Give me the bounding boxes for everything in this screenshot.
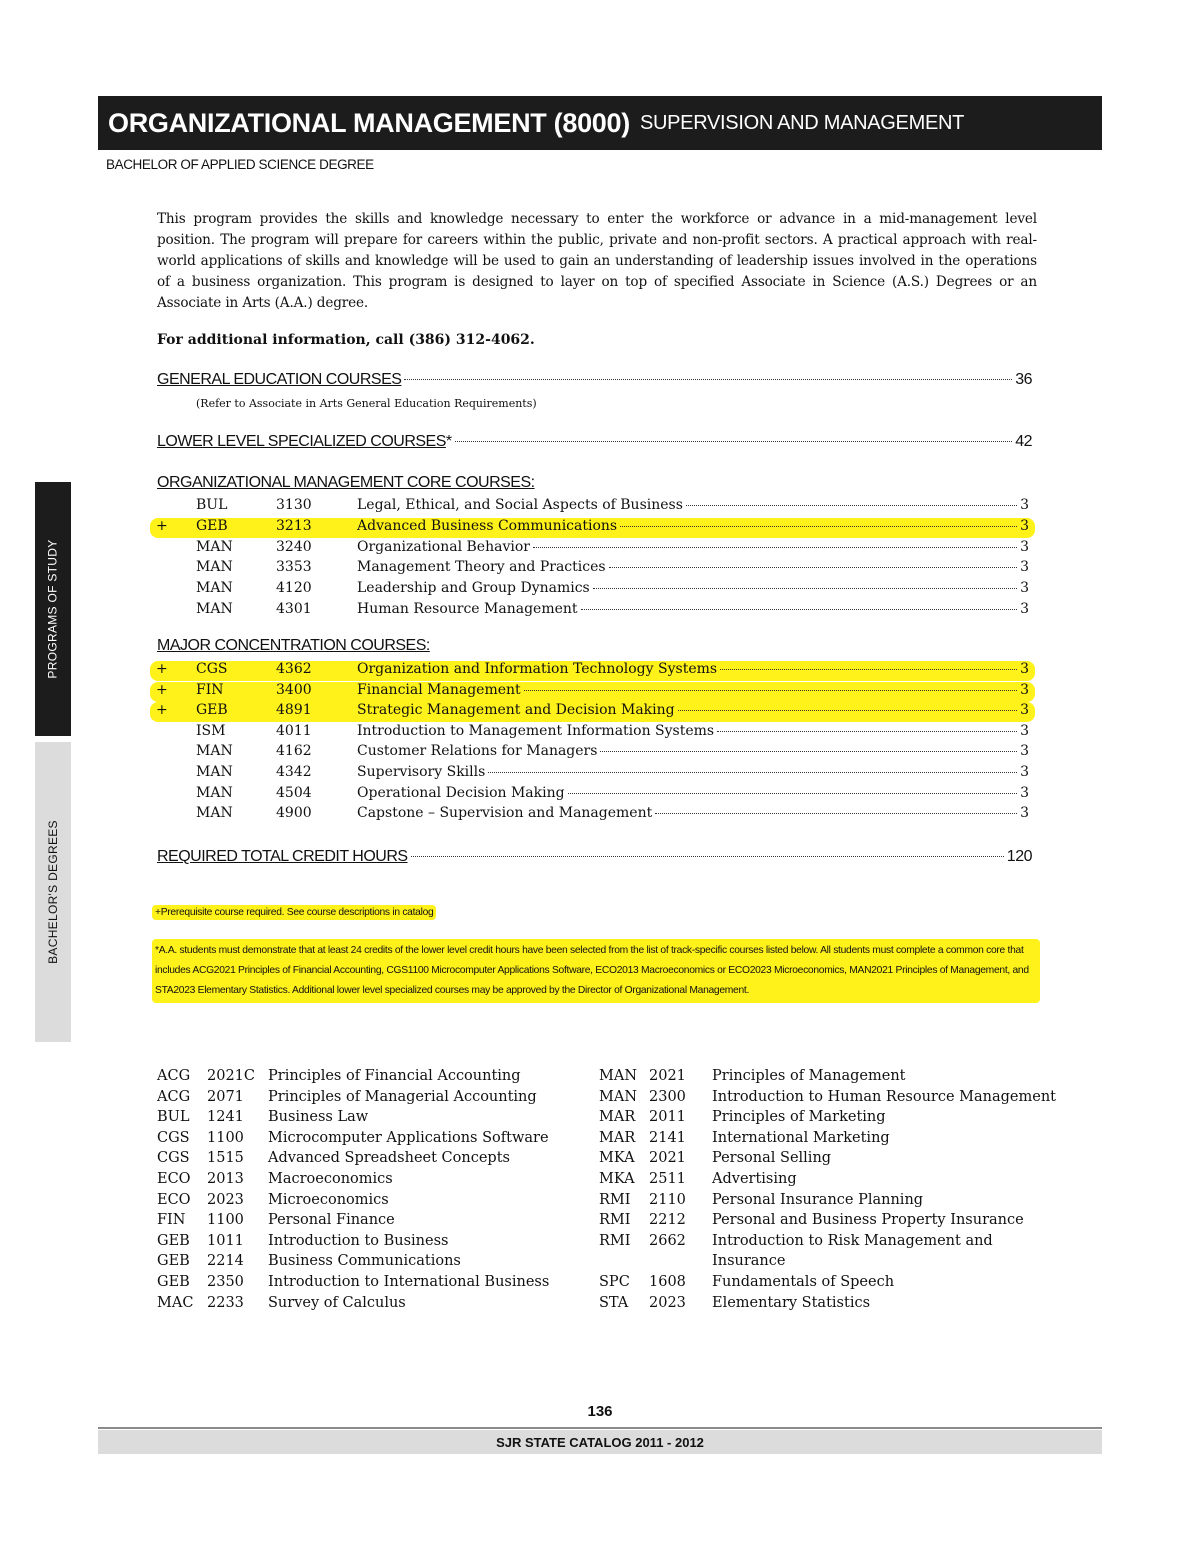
prerequisite-marker: +: [156, 517, 168, 534]
course-title: Advertising: [712, 1170, 797, 1187]
aa-requirement-note: *A.A. students must demonstrate that at least 24 credits of the lower level credit hours have been selected from the list of track-specific courses listed below. All students must complete a common core that includes ACG2021 Principles of Financial Accounting, CGS1100 Microcomputer Applications Software, ECO2013 Macroeconomics or ECO2023 Microeconomics, MAN2021 Principles of Management, and STA2023 Elementary Statistics. Additional lower level specialized courses may be approved by the Director of Organizational Management.: [152, 939, 1040, 1003]
lower-level-credits: 42: [1015, 433, 1032, 450]
course-credits: 3: [1020, 702, 1029, 719]
major-courses-heading-row: [157, 637, 1032, 655]
course-prefix: ACG: [157, 1068, 191, 1084]
course-prefix: ACG: [157, 1088, 191, 1105]
course-prefix: ISM: [196, 722, 226, 739]
course-number: 1241: [207, 1109, 244, 1126]
page-header-band: [98, 96, 1102, 150]
side-tab-bachelors-degrees[interactable]: [35, 742, 71, 1042]
dot-leader: [581, 609, 1018, 610]
dot-leader: [609, 567, 1018, 568]
course-number: 2021: [649, 1150, 686, 1167]
list-item: [157, 1210, 549, 1231]
course-row: [150, 518, 1035, 538]
list-item: [157, 1128, 549, 1149]
course-title: Personal Selling: [712, 1150, 832, 1167]
course-title: Survey of Calculus: [268, 1294, 406, 1311]
dot-leader: [524, 690, 1017, 691]
prerequisite-marker: +: [156, 681, 168, 698]
course-number: 2233: [207, 1294, 244, 1311]
course-prefix: GEB: [157, 1253, 190, 1270]
course-prefix: GEB: [196, 702, 228, 719]
course-row: [150, 723, 1035, 743]
course-title: Principles of Management: [712, 1068, 906, 1084]
course-row: [150, 559, 1035, 579]
dot-leader: [593, 588, 1017, 589]
course-number: 4504: [276, 784, 312, 801]
course-number: [649, 1251, 712, 1272]
course-row: [150, 805, 1035, 825]
list-item: [157, 1231, 549, 1252]
general-education-label: GENERAL EDUCATION COURSES: [157, 371, 402, 388]
course-prefix: MAR: [599, 1129, 636, 1146]
list-item: [157, 1066, 549, 1087]
course-number: 2350: [207, 1273, 244, 1290]
course-title: Introduction to International Business: [268, 1273, 550, 1290]
core-courses-heading-row: [157, 474, 1032, 492]
course-prefix: CGS: [157, 1150, 190, 1167]
course-title: Management Theory and Practices: [357, 559, 606, 576]
list-item: [157, 1169, 549, 1190]
course-prefix: BUL: [196, 497, 228, 513]
course-title: Strategic Management and Decision Making: [357, 702, 675, 719]
course-number: 1515: [207, 1150, 244, 1167]
course-row: [150, 539, 1035, 559]
course-prefix: MKA: [599, 1170, 635, 1187]
dot-leader: [686, 505, 1017, 506]
prerequisite-note: +Prerequisite course required. See course descriptions in catalog: [152, 905, 436, 920]
course-title: Organization and Information Technology Systems: [357, 661, 718, 677]
course-number: 4362: [276, 661, 312, 677]
list-item: [157, 1190, 549, 1211]
side-tab-bachelors-label: BACHELOR'S DEGREES: [46, 820, 61, 964]
course-number: 2071: [207, 1088, 244, 1105]
course-title: Principles of Marketing: [712, 1109, 886, 1126]
course-number: 1100: [207, 1212, 244, 1229]
dot-leader: [488, 772, 1017, 773]
course-title: Financial Management: [357, 681, 521, 698]
course-title: Introduction to Management Information Systems: [357, 722, 715, 739]
course-title: Introduction to Human Resource Management: [712, 1088, 1057, 1105]
course-credits: 3: [1020, 764, 1029, 780]
course-number: 4162: [276, 743, 312, 760]
course-number: 2023: [207, 1191, 244, 1208]
page-number: 136: [587, 1403, 613, 1420]
course-prefix: RMI: [599, 1191, 631, 1208]
list-item: [599, 1107, 1056, 1128]
course-prefix: SPC: [599, 1273, 630, 1290]
course-row: [150, 661, 1035, 681]
course-title: Business Law: [268, 1109, 369, 1126]
course-prefix: MAN: [196, 580, 233, 597]
course-title: Microcomputer Applications Software: [268, 1129, 549, 1146]
list-item: [599, 1066, 1056, 1087]
course-title: Advanced Spreadsheet Concepts: [268, 1150, 510, 1167]
program-title: ORGANIZATIONAL MANAGEMENT (8000): [108, 107, 630, 138]
course-number: 4301: [276, 601, 312, 617]
course-prefix: ECO: [157, 1170, 191, 1187]
course-title: Principles of Managerial Accounting: [268, 1088, 537, 1105]
dot-leader: [678, 710, 1017, 711]
course-credits: 3: [1020, 559, 1029, 576]
general-education-note: (Refer to Associate in Arts General Education Requirements): [196, 397, 537, 410]
course-row: [150, 497, 1035, 517]
course-number: 2011: [649, 1109, 686, 1126]
course-prefix: MAN: [196, 805, 233, 822]
course-title: International Marketing: [712, 1129, 890, 1146]
course-prefix: [599, 1251, 649, 1272]
course-prefix: MAN: [196, 559, 233, 576]
course-number: 2300: [649, 1088, 686, 1105]
contact-info: For additional information, call (386) 312-4062.: [157, 332, 535, 348]
course-prefix: BUL: [157, 1109, 190, 1126]
course-number: 4011: [276, 722, 312, 739]
footer-divider: [98, 1427, 1102, 1429]
course-title: Insurance: [712, 1253, 786, 1270]
course-prefix: GEB: [157, 1273, 190, 1290]
course-number: 2021: [649, 1068, 686, 1084]
dot-leader: [620, 526, 1017, 527]
dot-leader: [720, 669, 1017, 670]
course-number: 3353: [276, 559, 312, 576]
course-credits: 3: [1020, 661, 1029, 677]
course-number: 1608: [649, 1273, 686, 1290]
course-number: 2214: [207, 1253, 244, 1270]
course-prefix: MAN: [196, 743, 233, 760]
dot-leader: [655, 813, 1017, 814]
course-number: 2212: [649, 1212, 686, 1229]
dot-leader: [717, 731, 1017, 732]
course-row: [150, 743, 1035, 763]
list-item: [157, 1107, 549, 1128]
course-title: Capstone – Supervision and Management: [357, 805, 653, 822]
course-number: 3213: [276, 517, 312, 534]
course-prefix: MAN: [599, 1068, 638, 1084]
course-title: Elementary Statistics: [712, 1294, 871, 1311]
course-credits: 3: [1020, 517, 1029, 534]
course-title: Advanced Business Communications: [357, 517, 618, 534]
list-item: [157, 1272, 549, 1293]
course-title: Personal Finance: [268, 1212, 395, 1229]
course-prefix: MAN: [599, 1088, 638, 1105]
course-title: Introduction to Risk Management and: [712, 1232, 993, 1249]
track-course-list-right: [599, 1066, 1056, 1313]
course-prefix: RMI: [599, 1212, 631, 1229]
course-prefix: MAR: [599, 1109, 636, 1126]
course-number: 4891: [276, 702, 312, 719]
course-credits: 3: [1020, 497, 1029, 513]
course-prefix: CGS: [157, 1129, 190, 1146]
program-subtitle: SUPERVISION AND MANAGEMENT: [639, 111, 965, 134]
course-number: 2511: [649, 1170, 686, 1187]
course-credits: 3: [1020, 805, 1029, 822]
course-number: 2141: [649, 1129, 686, 1146]
catalog-footer: [98, 1430, 1102, 1454]
list-item: [157, 1087, 549, 1108]
course-number: 1011: [207, 1232, 244, 1249]
list-item: [599, 1272, 1056, 1293]
course-number: 2110: [649, 1191, 686, 1208]
course-title: Legal, Ethical, and Social Aspects of Business: [357, 497, 683, 513]
course-number: 1100: [207, 1129, 244, 1146]
side-tab-programs-label: PROGRAMS OF STUDY: [46, 539, 60, 679]
course-row: [150, 682, 1035, 702]
course-prefix: MAC: [157, 1294, 194, 1311]
course-number: 2023: [649, 1294, 686, 1311]
course-title: Introduction to Business: [268, 1232, 449, 1249]
course-title: Personal Insurance Planning: [712, 1191, 924, 1208]
track-course-list-left: [157, 1066, 549, 1313]
course-prefix: GEB: [196, 517, 228, 534]
lower-level-label: LOWER LEVEL SPECIALIZED COURSES: [157, 433, 446, 450]
catalog-footer-label: SJR STATE CATALOG 2011 - 2012: [496, 1434, 704, 1450]
course-credits: 3: [1020, 601, 1029, 617]
course-prefix: MAN: [196, 538, 233, 555]
list-item: [599, 1293, 1056, 1314]
list-item: [599, 1190, 1056, 1211]
degree-type: BACHELOR OF APPLIED SCIENCE DEGREE: [106, 157, 374, 172]
core-courses-heading: ORGANIZATIONAL MANAGEMENT CORE COURSES:: [157, 474, 535, 491]
course-title: Human Resource Management: [357, 601, 578, 617]
course-number: 2662: [649, 1232, 686, 1249]
course-prefix: STA: [599, 1294, 629, 1311]
course-number: 2021C: [207, 1068, 255, 1084]
course-title: Macroeconomics: [268, 1170, 393, 1187]
course-row: [150, 580, 1035, 600]
dot-leader: [455, 441, 1013, 442]
general-education-credits: 36: [1015, 371, 1032, 388]
course-prefix: FIN: [196, 681, 224, 698]
general-education-row: [157, 371, 1032, 389]
course-credits: 3: [1020, 681, 1029, 698]
course-row: [150, 601, 1035, 621]
list-item: [599, 1128, 1056, 1149]
list-item: [599, 1251, 1056, 1272]
course-title: Supervisory Skills: [357, 764, 486, 780]
side-tab-programs-of-study[interactable]: [35, 482, 71, 736]
prerequisite-marker: +: [156, 661, 168, 677]
course-title: Customer Relations for Managers: [357, 743, 598, 760]
total-credit-hours-value: 120: [1006, 848, 1032, 865]
course-credits: 3: [1020, 580, 1029, 597]
major-courses-heading: MAJOR CONCENTRATION COURSES:: [157, 637, 430, 654]
course-prefix: RMI: [599, 1232, 631, 1249]
course-prefix: MAN: [196, 764, 233, 780]
list-item: [599, 1169, 1056, 1190]
course-title: Principles of Financial Accounting: [268, 1068, 521, 1084]
course-title: Personal and Business Property Insurance: [712, 1212, 1024, 1229]
list-item: [157, 1148, 549, 1169]
dot-leader: [600, 751, 1017, 752]
course-prefix: MKA: [599, 1150, 635, 1167]
course-number: 3400: [276, 681, 312, 698]
course-title: Operational Decision Making: [357, 784, 565, 801]
list-item: [157, 1251, 549, 1272]
list-item: [599, 1087, 1056, 1108]
course-prefix: ECO: [157, 1191, 191, 1208]
course-number: 4120: [276, 580, 312, 597]
course-title: Microeconomics: [268, 1191, 389, 1208]
course-row: [150, 764, 1035, 784]
list-item: [599, 1231, 1056, 1252]
dot-leader: [568, 793, 1017, 794]
dot-leader: [411, 856, 1004, 857]
course-title: Organizational Behavior: [357, 538, 530, 555]
course-prefix: GEB: [157, 1232, 190, 1249]
course-title: Business Communications: [268, 1253, 461, 1270]
list-item: [599, 1210, 1056, 1231]
prerequisite-marker: +: [156, 702, 168, 719]
course-credits: 3: [1020, 538, 1029, 555]
course-credits: 3: [1020, 784, 1029, 801]
dot-leader: [533, 547, 1017, 548]
total-credit-hours-row: [157, 848, 1032, 866]
course-number: 4342: [276, 764, 312, 780]
course-row: [150, 702, 1035, 722]
list-item: [157, 1293, 549, 1314]
course-prefix: CGS: [196, 661, 228, 677]
course-number: 3240: [276, 538, 312, 555]
course-number: 2013: [207, 1170, 244, 1187]
course-prefix: MAN: [196, 784, 233, 801]
course-prefix: MAN: [196, 601, 233, 617]
lower-level-asterisk: *: [445, 433, 452, 450]
list-item: [599, 1148, 1056, 1169]
program-description: This program provides the skills and knowledge necessary to enter the workforce or advance in a mid-management level position. The program will prepare for careers within the public, private and non-profit sectors. A practical approach with real-world applications of skills and knowledge will be used to gain an understanding of leadership issues involved in the operations of a business organization. This program is designed to layer on top of specified Associate in Science (A.S.) Degrees or an Associate in Arts (A.A.) degree.: [157, 211, 1037, 311]
course-number: 3130: [276, 497, 312, 513]
course-number: 4900: [276, 805, 312, 822]
course-credits: 3: [1020, 743, 1029, 760]
course-prefix: FIN: [157, 1212, 186, 1229]
course-credits: 3: [1020, 722, 1029, 739]
course-title: Leadership and Group Dynamics: [357, 580, 590, 597]
lower-level-row: [157, 433, 1032, 451]
course-title: Fundamentals of Speech: [712, 1273, 895, 1290]
course-row: [150, 785, 1035, 805]
total-credit-hours-label: REQUIRED TOTAL CREDIT HOURS: [157, 848, 408, 865]
dot-leader: [404, 379, 1012, 380]
